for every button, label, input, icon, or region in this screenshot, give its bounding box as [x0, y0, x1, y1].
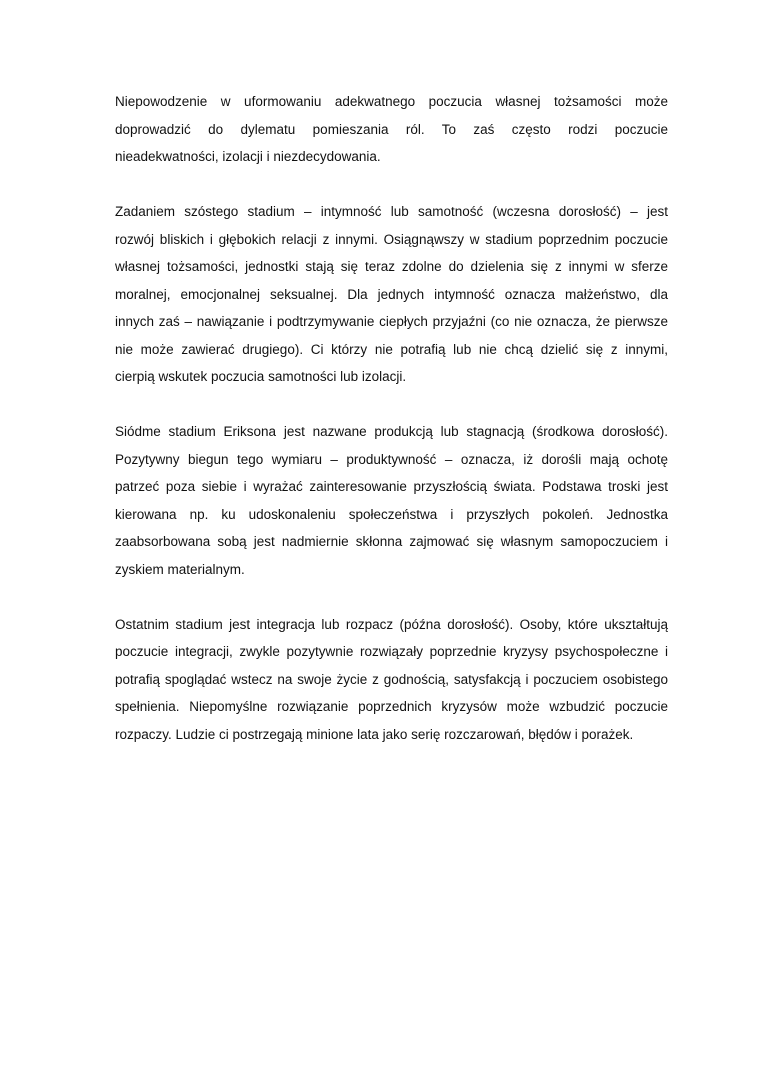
text-line: rozpaczy. Ludzie ci postrzegają minione lata jako serię rozczarowań, błędów i porażek. — [115, 726, 634, 742]
paragraph-intimacy-stage — [115, 198, 668, 391]
text-line: innych zaś – nawiązanie i podtrzymywanie ciepłych przyjaźni (co nie oznacza, że pierwsze — [115, 314, 668, 329]
text-line: doprowadzić do dylematu pomieszania ról. To zaś często rodzi poczucie — [115, 121, 668, 137]
text-line: Zadaniem szóstego stadium – intymność lub samotność (wczesna dorosłość) – jest — [115, 204, 668, 219]
paragraph-identity-confusion — [115, 88, 668, 171]
document-body — [115, 88, 668, 776]
text-line: patrzeć poza siebie i wyrażać zainteresowanie przyszłością świata. Podstawa troski jest — [115, 479, 668, 494]
text-line: własnej tożsamości, jednostki stają się teraz zdolne do dzielenia się z innymi w sferze — [115, 259, 668, 274]
text-line: nieadekwatności, izolacji i niezdecydowania. — [115, 149, 381, 164]
text-line: moralnej, emocjonalnej seksualnej. Dla jednych intymność oznacza małżeństwo, dla — [115, 286, 668, 302]
paragraph-generativity-stage — [115, 418, 668, 583]
text-line: rozwój bliskich i głębokich relacji z innymi. Osiągnąwszy w stadium poprzednim poczucie — [115, 231, 668, 247]
text-line: potrafią spoglądać wstecz na swoje życie z godnością, satysfakcją i poczuciem osobistego — [115, 671, 668, 687]
text-line: Niepowodzenie w uformowaniu adekwatnego poczucia własnej tożsamości może — [115, 94, 668, 109]
text-line: Siódme stadium Eriksona jest nazwane produkcją lub stagnacją (środkowa dorosłość). — [115, 424, 668, 439]
text-line: kierowana np. ku udoskonaleniu społeczeństwa i przyszłych pokoleń. Jednostka — [115, 506, 668, 522]
text-line: Ostatnim stadium jest integracja lub rozpacz (późna dorosłość). Osoby, które ukształtują — [115, 616, 668, 632]
paragraph-integrity-stage — [115, 611, 668, 749]
text-line: poczucie integracji, zwykle pozytywnie rozwiązały poprzednie kryzysy psychospołeczne i — [115, 644, 668, 659]
text-line: zyskiem materialnym. — [115, 561, 245, 577]
text-line: nie może zawierać drugiego). Ci którzy nie potrafią lub nie chcą dzielić się z innymi, — [115, 341, 668, 357]
text-line: spełnienia. Niepomyślne rozwiązanie poprzednich kryzysów może wzbudzić poczucie — [115, 699, 668, 714]
text-line: Pozytywny biegun tego wymiaru – produktywność – oznacza, iż dorośli mają ochotę — [115, 451, 668, 467]
text-line: cierpią wskutek poczucia samotności lub izolacji. — [115, 369, 407, 384]
text-line: zaabsorbowana sobą jest nadmiernie skłonna zajmować się własnym samopoczuciem i — [115, 534, 668, 549]
